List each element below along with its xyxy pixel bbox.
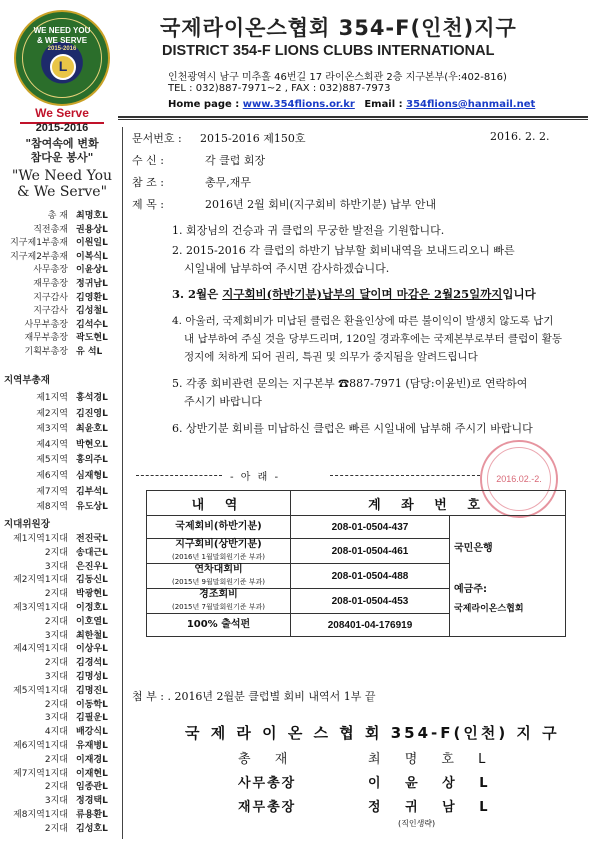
paragraph-1: 1. 회장님의 건승과 귀 클럽의 무궁한 발전을 기원합니다.	[172, 224, 445, 237]
phone-fax: TEL : 032)887-7971~2 , FAX : 032)887-7973	[168, 83, 391, 94]
member-role: 3지대	[44, 713, 68, 724]
member-name: 김명성L	[76, 672, 108, 682]
we-serve-tagline: We Serve	[20, 106, 104, 124]
fee-item-label: 연차대회비	[194, 564, 243, 575]
stamp-date: 2016.02.-2.	[496, 474, 542, 484]
sidebar-divider	[122, 127, 123, 839]
list-item	[4, 406, 120, 422]
footer-organization: 국 제 라 이 온 스 협 회 354-F(인천) 지 구	[185, 724, 560, 742]
member-name: 김부석L	[76, 486, 108, 497]
member-role: 3지대	[44, 630, 68, 641]
member-name: 권용상L	[76, 224, 108, 235]
member-role: 2지대	[44, 658, 68, 669]
member-name: 심재형L	[76, 471, 108, 481]
member-name: 최한철L	[76, 630, 108, 641]
member-name: 이정호L	[76, 603, 108, 613]
member-name: 김성철L	[76, 306, 108, 317]
email-label: Email :	[364, 99, 407, 110]
member-name: 배강식L	[76, 727, 108, 738]
paragraph-5-line-2: 주시기 바랍니다	[184, 395, 262, 408]
slogan-english-line-1: "We Need You	[11, 168, 113, 184]
paragraph-6: 6. 상반기분 회비를 미납하신 클럽은 빠른 시일내에 납부해 주시기 바랍니다	[172, 422, 533, 435]
reference-value: 총무,재무	[205, 176, 252, 189]
member-name: 이윤상L	[76, 265, 108, 276]
member-name: 김성호L	[76, 823, 108, 834]
paragraph-3-start: 3. 2월은	[172, 287, 223, 301]
member-role: 제5지역1지대	[13, 685, 68, 696]
fee-item-label: 경조회비	[199, 589, 238, 600]
table-header-row	[147, 491, 566, 516]
fee-item	[147, 516, 291, 539]
member-name: 임종관L	[76, 782, 108, 793]
member-name: 유도상L	[76, 502, 108, 513]
member-role: 지구감사	[33, 292, 68, 303]
member-name: 김경석L	[76, 658, 108, 669]
member-role: 2지대	[44, 823, 68, 834]
paragraph-3	[172, 286, 536, 302]
member-role: 제6지역	[36, 471, 68, 481]
zone-list	[4, 531, 120, 841]
list-item	[4, 499, 120, 515]
account-number: 208-01-0504-453	[291, 589, 450, 614]
region-list	[4, 390, 120, 520]
recipient-value: 각 클럽 회장	[205, 154, 266, 167]
payment-account-table	[146, 490, 566, 637]
member-name: 전진국L	[76, 534, 108, 544]
email-link[interactable]: 354flions@hanmail.net	[406, 99, 536, 110]
subject-value: 2016년 2월 회비(지구회비 하반기분) 납부 안내	[205, 198, 437, 211]
lions-emblem-icon	[50, 54, 76, 80]
title-korean: 국제라이온스협회 354-F(인천)지구	[160, 16, 517, 40]
member-role: 2지대	[44, 589, 68, 600]
fee-item-label: 지구회비(상반기분)	[175, 539, 262, 550]
member-role: 2지대	[44, 699, 68, 710]
subject-label: 제 목 :	[132, 198, 164, 211]
logo-text-1: WE NEED YOU	[33, 26, 91, 35]
list-item	[4, 390, 120, 406]
signer-2-role: 사무총장	[238, 776, 297, 791]
header-divider	[118, 116, 588, 118]
district-logo	[14, 10, 110, 106]
member-role: 재무부총장	[24, 333, 68, 344]
fee-item-label: 100% 출석펀	[186, 619, 251, 630]
member-role: 2지대	[44, 547, 68, 558]
contact-line	[168, 99, 535, 110]
member-name: 이재현L	[76, 768, 108, 779]
member-role: 제3지역	[36, 424, 68, 435]
homepage-label: Home page :	[168, 99, 243, 110]
docno-label: 문서번호 :	[132, 132, 182, 145]
paragraph-5-line-1: 5. 각종 회비관련 문의는 지구본부 ☎887-7971 (담당:이윤빈)로 연락하여	[172, 377, 528, 390]
fee-item-note: (2015년 9월말회원기준 부과)	[171, 578, 266, 586]
member-name: 최윤호L	[76, 424, 108, 435]
paragraph-3-highlight: 지구회비(하반기분)납부의 달이며 마감은 2월25일까지	[222, 287, 503, 301]
logo-text-3: 2015-2016	[47, 46, 77, 52]
list-item	[4, 484, 120, 500]
member-role: 제3지역1지대	[13, 603, 68, 613]
member-role: 4지대	[44, 727, 68, 738]
member-name: 김진영L	[76, 408, 108, 419]
list-item	[4, 452, 120, 468]
account-number: 208-01-0504-437	[291, 516, 450, 539]
seal-omitted-note: (직인생략)	[398, 819, 436, 828]
fee-item	[147, 589, 291, 614]
list-item	[4, 821, 120, 837]
recipient-label: 수 신 :	[132, 154, 164, 167]
fee-item-note: (2016년 1월말회원기준 부과)	[171, 553, 266, 561]
logo-text-2: & WE SERVE	[36, 36, 88, 45]
fee-item	[147, 614, 291, 637]
list-item	[4, 468, 120, 484]
reference-label: 참 조 :	[132, 176, 164, 189]
depositor-label: 예금주:	[454, 583, 487, 595]
member-role: 제8지역1지대	[13, 810, 68, 820]
officer-list	[4, 208, 120, 357]
member-role: 기획부총장	[24, 347, 68, 357]
member-name: 이동학L	[76, 699, 108, 710]
member-name: 이복식L	[76, 251, 108, 262]
member-role: 사무부총장	[24, 319, 68, 330]
member-role: 제1지역	[36, 393, 68, 403]
member-name: 김석수L	[76, 319, 108, 330]
depositor-name: 국제라이온스협회	[454, 603, 524, 614]
fee-item-note: (2015년 7월말회원기준 부과)	[171, 603, 266, 611]
paragraph-2-line-1: 2. 2015-2016 각 클럽의 하반기 납부할 회비내역을 보내드리오니 빠른	[172, 244, 515, 257]
member-role: 제7지역1지대	[13, 768, 68, 779]
slogan-english	[4, 168, 120, 200]
member-role: 총 재	[47, 211, 68, 221]
member-name: 정귀남L	[76, 279, 108, 289]
doc-date: 2016. 2. 2.	[490, 130, 550, 143]
member-name: 박현오L	[76, 439, 108, 450]
dashed-line-left	[136, 475, 222, 476]
slogan-korean-line-2: 참다운 봉사"	[30, 151, 94, 164]
bank-name: 국민은행	[454, 542, 493, 554]
member-name: 유 석L	[76, 347, 103, 357]
paragraph-4-line-1: 4. 아울러, 국제회비가 미납된 클럽은 환율인상에 따른 불이익이 발생치 않도록 납기	[172, 315, 554, 327]
member-name: 최명호L	[76, 211, 108, 221]
member-name: 은진우L	[76, 561, 108, 572]
attachment-line: 첨 부 : . 2016년 2월분 클럽별 회비 내역서 1부 끝	[132, 690, 376, 703]
paragraph-4-line-2: 내 납부하여 주실 것을 당부드리며, 120일 경과후에는 국제본부로부터 클럽이 활동	[184, 333, 562, 345]
account-number: 208-01-0504-461	[291, 539, 450, 564]
fee-item	[147, 564, 291, 589]
member-name: 박광현L	[76, 589, 108, 600]
list-item	[4, 437, 120, 453]
homepage-link[interactable]: www.354flions.or.kr	[242, 99, 355, 110]
member-role: 3지대	[44, 796, 68, 807]
member-role: 3지대	[44, 672, 68, 682]
member-role: 제4지역1지대	[13, 644, 68, 655]
list-item	[4, 344, 120, 360]
member-name: 홍의주L	[76, 455, 108, 466]
slogan-english-line-2: & We Serve"	[16, 184, 108, 200]
member-role: 2지대	[44, 782, 68, 793]
member-role: 제1지역1지대	[13, 534, 68, 544]
member-role: 제6지역1지대	[13, 741, 68, 751]
region-heading: 지역부총재	[4, 375, 50, 386]
account-number: 208-01-0504-488	[291, 564, 450, 589]
signer-1-role: 총 재	[238, 752, 298, 767]
member-role: 제8지역	[36, 502, 68, 513]
member-role: 2지대	[44, 754, 68, 765]
paragraph-2-line-2: 시일내에 납부하여 주시면 감사하겠습니다.	[184, 262, 390, 275]
below-heading: - 아 래 -	[230, 472, 281, 483]
member-role: 직전총재	[33, 224, 68, 235]
dashed-line-right	[330, 475, 480, 476]
member-name: 김동신L	[76, 575, 108, 586]
title-english: DISTRICT 354-F LIONS CLUBS INTERNATIONAL	[162, 43, 495, 59]
member-name: 유재병L	[76, 741, 108, 751]
docno-value: 2015-2016 제150호	[200, 132, 306, 145]
header-account: 계 좌 번 호	[291, 491, 566, 516]
header-divider-thin	[118, 119, 588, 120]
sidebar-year: 2015-2016	[35, 122, 89, 134]
member-role: 제2지역1지대	[13, 575, 68, 586]
member-role: 제2지역	[36, 408, 68, 419]
zone-heading: 지대위원장	[4, 519, 50, 530]
member-role: 제4지역	[36, 439, 68, 450]
member-role: 제5지역	[36, 455, 68, 466]
table-row	[147, 516, 566, 539]
member-name: 김필운L	[76, 713, 108, 724]
fee-item-label: 국제회비(하반기분)	[175, 521, 262, 532]
member-role: 사무총장	[33, 265, 68, 276]
member-role: 지구제1부총재	[10, 238, 68, 249]
paragraph-3-end: 입니다	[502, 287, 536, 301]
signer-1-name: 최 명 호 L	[368, 752, 496, 767]
slogan-korean	[4, 137, 120, 165]
member-role: 재무총장	[33, 279, 68, 289]
address: 인천광역시 남구 미추홀 46번길 17 라이온스회관 2층 지구본부(우:402-816)	[168, 72, 507, 83]
member-role: 지구제2부총재	[10, 251, 68, 262]
member-name: 홍석경L	[76, 393, 108, 403]
member-name: 김영환L	[76, 292, 108, 303]
member-role: 제7지역	[36, 486, 68, 497]
signer-3-role: 재무총장	[238, 800, 297, 815]
member-role: 2지대	[44, 616, 68, 627]
slogan-korean-line-1: "참여속에 변화	[25, 137, 99, 150]
bank-info	[450, 516, 566, 637]
member-role: 지구감사	[33, 306, 68, 317]
list-item	[4, 421, 120, 437]
member-name: 이재경L	[76, 754, 108, 765]
member-name: 류용환L	[76, 810, 108, 820]
member-name: 정경택L	[76, 796, 108, 807]
header-item: 내 역	[147, 491, 291, 516]
member-name: 이호열L	[76, 616, 108, 627]
member-name: 곽도현L	[76, 333, 108, 344]
member-name: 이상우L	[76, 644, 108, 655]
fee-item	[147, 539, 291, 564]
member-role: 3지대	[44, 561, 68, 572]
member-name: 이원일L	[76, 238, 108, 249]
paragraph-4-line-3: 정지에 처하게 되어 권리, 특권 및 의무가 중지됨을 알려드립니다	[184, 351, 478, 363]
signer-2-name: 이 윤 상 L	[368, 776, 498, 791]
member-name: 송대근L	[76, 547, 108, 558]
member-name: 김명진L	[76, 685, 108, 696]
account-number: 208401-04-176919	[291, 614, 450, 637]
signer-3-name: 정 귀 남 L	[368, 800, 498, 815]
